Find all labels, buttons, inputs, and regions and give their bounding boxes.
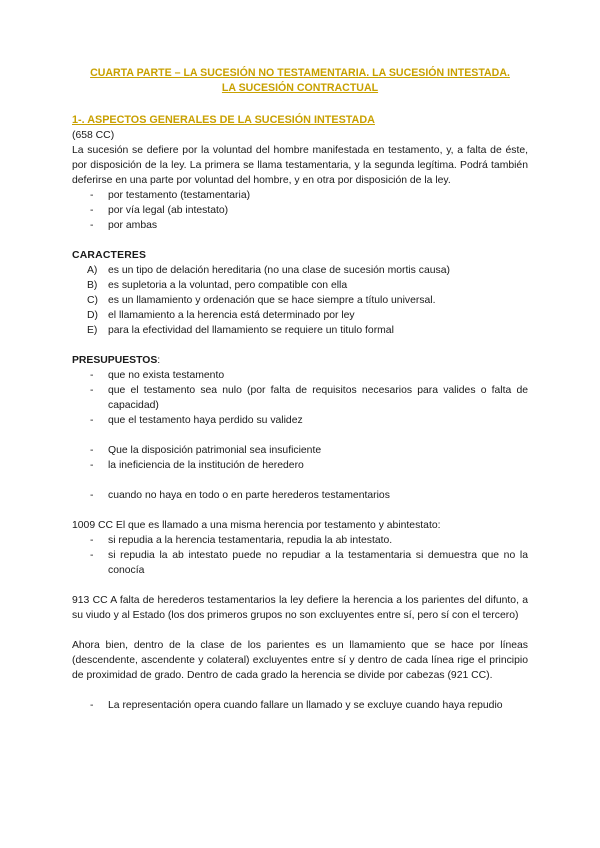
list-presupuestos-1 [72, 368, 528, 428]
heading-presupuestos: PRESUPUESTOS: [72, 355, 161, 366]
title-line-2: LA SUCESIÓN CONTRACTUAL [221, 81, 379, 94]
list-presupuestos-2 [72, 443, 528, 473]
article-ref-658: (658 CC) [72, 130, 115, 141]
list-representacion [72, 698, 528, 713]
document-page [72, 66, 528, 713]
heading-caracteres: CARACTERES [72, 250, 147, 261]
list-presupuestos-3 [72, 488, 528, 503]
paragraph-delacion: La sucesión se defiere por la voluntad del hombre manifestada en testamento, y, a falta de éste, por disposición de la ley. La primera se llama testamentaria, y la segunda legítima. Podrá también deferirse en una parte por voluntad del hombre, y en otra por disposición de la ley. [72, 145, 528, 186]
paragraph-913: 913 CC A falta de herederos testamentarios la ley defiere la herencia a los parientes del difunto, a su viudo y al Estado (los dos primeros grupos no son excluyentes entre sí, pero sí con el tercero) [72, 595, 528, 621]
list-item: - que el testamento haya perdido su validez [72, 413, 528, 428]
list-item: D) el llamamiento a la herencia está determinado por ley [87, 310, 355, 321]
list-item: - que no exista testamento [72, 368, 528, 383]
list-item: B) es supletoria a la voluntad, pero compatible con ella [87, 280, 348, 291]
list-item: E) para la efectividad del llamamiento se requiere un titulo formal [87, 325, 394, 336]
list-caracteres [72, 263, 528, 338]
document-title [72, 66, 528, 95]
list-item: - La representación opera cuando fallare un llamado y se excluye cuando haya repudio [72, 698, 528, 713]
list-1009 [72, 533, 528, 578]
list-item: - por ambas [72, 218, 528, 233]
list-tipos-sucesion [72, 188, 528, 233]
list-item: - por vía legal (ab intestato) [72, 203, 528, 218]
list-item: - si repudia a la herencia testamentaria, repudia la ab intestato. [72, 533, 528, 548]
list-item: - por testamento (testamentaria) [72, 188, 528, 203]
list-item: - si repudia la ab intestato puede no repudiar a la testamentaria si demuestra que no la conocía [72, 548, 528, 578]
list-item: A) es un tipo de delación hereditaria (no una clase de sucesión mortis causa) [87, 265, 450, 276]
list-item: - que el testamento sea nulo (por falta de requisitos necesarios para valides o falta de capacidad) [72, 383, 528, 413]
title-line-1: CUARTA PARTE – LA SUCESIÓN NO TESTAMENTARIA. LA SUCESIÓN INTESTADA. [90, 67, 510, 79]
paragraph-ahora-bien: Ahora bien, dentro de la clase de los parientes es un llamamiento que se hace por líneas (descendente, ascendente y colateral) excluyentes entre sí y dentro de cada línea rige el principio de proximidad de grado. Dentro de cada grado la herencia se divide por cabezas (921 CC). [72, 640, 528, 681]
list-item: C) es un llamamiento y ordenación que se hace siempre a título universal. [87, 295, 436, 306]
list-item: - cuando no haya en todo o en parte herederos testamentarios [72, 488, 528, 503]
list-item: - la ineficiencia de la institución de heredero [72, 458, 528, 473]
section-heading-aspectos: 1-. ASPECTOS GENERALES DE LA SUCESIÓN INTESTADA [72, 114, 375, 126]
list-item: - Que la disposición patrimonial sea insuficiente [72, 443, 528, 458]
paragraph-1009: 1009 CC El que es llamado a una misma herencia por testamento y abintestato: [72, 520, 441, 531]
